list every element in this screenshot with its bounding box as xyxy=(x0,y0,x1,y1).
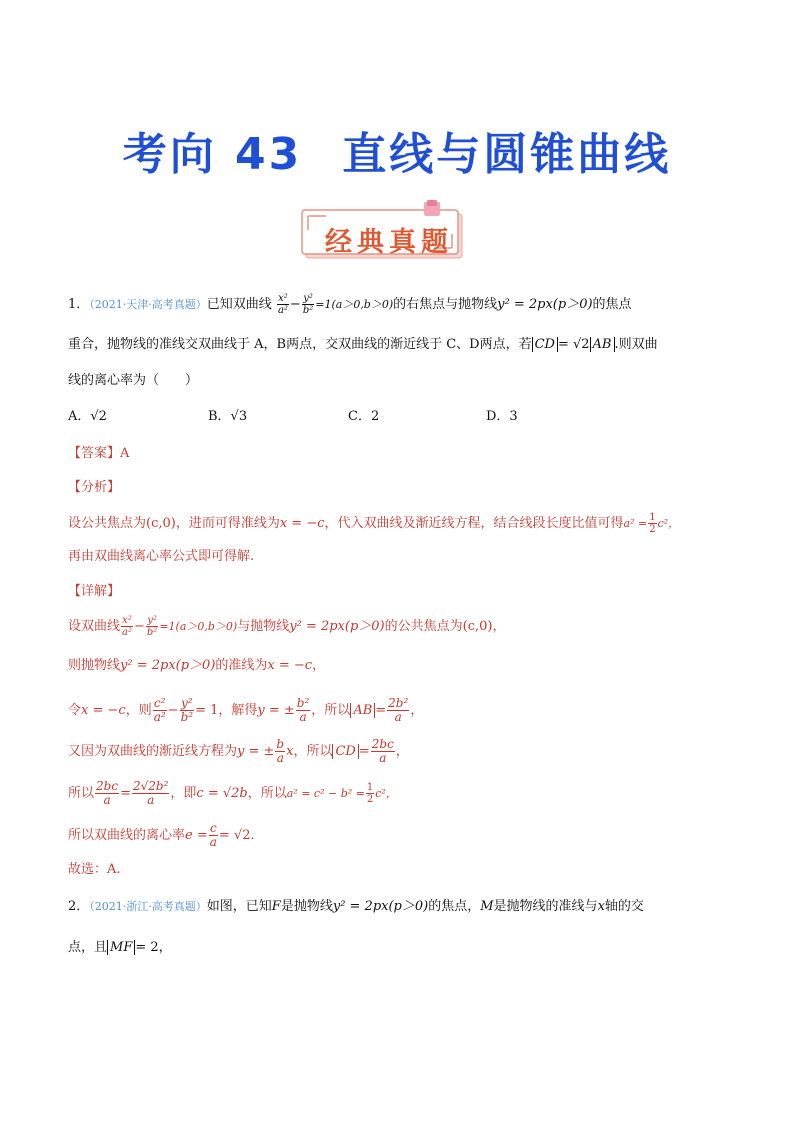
detail-text: 的公共焦点为(c,0)， xyxy=(384,619,506,634)
detail-label: 【详解】 xyxy=(68,584,121,599)
detail-math: e = xyxy=(185,828,208,843)
page-title xyxy=(0,118,794,182)
hyperbola-frac-y: $\frac{\text{y²}}{\text{b²}}$ xyxy=(302,293,314,316)
detail-text: ，所以 xyxy=(293,744,333,759)
badge-label: 经典真题 xyxy=(325,227,453,258)
q1-line-1: 1．（2021·天津·高考真题）已知双曲线 $\frac{\text{x²}}{\text{a²}}$ − $\frac{\text{y²}}{\text{b²}}$ =1(a＞0,b＞0)的右焦点与抛物线y² = 2px(p＞0)的焦点 xyxy=(68,293,632,316)
cd-length: CD xyxy=(532,337,558,352)
q2-math: x xyxy=(597,899,605,914)
q2-number: 2． xyxy=(68,899,90,914)
q2-line-2 xyxy=(68,938,172,958)
detail-math: =1(a＞0,b＞0) xyxy=(159,620,238,633)
answer-value: A xyxy=(120,446,130,461)
detail-text: ，则 xyxy=(125,703,152,718)
q1-line-2 xyxy=(68,335,658,355)
detail-math: y = ± xyxy=(257,703,295,718)
q1-text: .则双曲 xyxy=(614,337,658,352)
option-d: D．3 xyxy=(486,409,518,424)
parabola-eq: y² = 2px(p＞0) xyxy=(497,297,593,312)
hyperbola-condition: =1(a＞0,b＞0) xyxy=(315,298,394,311)
q2-text: 的焦点， xyxy=(428,899,481,914)
detail-math: x = −c xyxy=(81,703,126,718)
detail-math: a² = c² − b² = xyxy=(286,787,365,800)
2bc-a-frac: $\frac{2bc}{a}$ xyxy=(96,779,119,807)
c-a-frac: $\frac{c}{a}$ xyxy=(209,821,217,849)
detail-math: y² = 2px(p＞0) xyxy=(289,619,385,634)
detail-text: 设双曲线 xyxy=(68,619,121,634)
analysis-line-1 xyxy=(68,512,679,535)
detail-math: x xyxy=(286,744,294,759)
q2-text: 是抛物线的准线与 xyxy=(493,899,598,914)
detail-line-4 xyxy=(68,738,409,765)
ab-length: AB xyxy=(350,703,375,718)
analysis-math: c²， xyxy=(657,517,680,530)
analysis-math: x = −c xyxy=(279,516,325,531)
q2-text: 轴的交 xyxy=(604,899,644,914)
detail-line-7 xyxy=(68,860,121,880)
option-b: B．√3 xyxy=(208,409,248,424)
q1-text: 的右焦点与抛物线 xyxy=(393,297,498,312)
detail-math: c = √2b xyxy=(196,786,248,801)
title-topic-number: 考向 43 xyxy=(122,129,303,180)
cd-length: CD xyxy=(332,744,358,759)
detail-text: 又因为双曲线的渐近线方程为 xyxy=(68,744,238,759)
q2-text: 点，且 xyxy=(68,940,108,955)
detail-line-2 xyxy=(68,656,325,676)
detail-text: 所以 xyxy=(68,786,95,801)
detail-text: ，即 xyxy=(170,786,197,801)
detail-math: = xyxy=(375,703,387,718)
b-a-frac: $\frac{b}{a}$ xyxy=(276,737,285,765)
sqrt2: = √2 xyxy=(557,337,590,352)
detail-line-6 xyxy=(68,822,255,849)
q1-text: 线的离心率为（ ） xyxy=(68,373,199,388)
detail-math: y² = 2px(p＞0) xyxy=(120,658,216,673)
q2-line-1 xyxy=(68,897,644,917)
2b2-a-frac: $\frac{\text{2b²}}{a}$ xyxy=(388,696,409,724)
c2-a2-frac: $\frac{\text{c²}}{\text{a²}}$ xyxy=(153,696,166,724)
analysis-line-2 xyxy=(68,547,254,567)
detail-text: 故选：A. xyxy=(68,862,121,877)
q1-text: 已知双曲线 xyxy=(206,297,272,312)
detail-math: = √2. xyxy=(218,828,255,843)
detail-line-1: 设双曲线 $\frac{\text{x²}}{\text{a²}}$ − $\frac{\text{y²}}{\text{b²}}$ =1(a＞0,b＞0)与抛物线y² = 2px(p＞0)的公共焦点为(c,0)， xyxy=(68,615,506,638)
option-a: A．√2 xyxy=(68,409,107,424)
ab-length: AB xyxy=(590,337,615,352)
half-frac: $\frac{1}{2}$ xyxy=(366,782,374,805)
detail-text: ， xyxy=(410,703,424,718)
half-frac: $\frac{1}{2}$ xyxy=(649,512,656,535)
detail-math: = 1 xyxy=(195,703,219,718)
b2-a-frac: $\frac{\text{b²}}{a}$ xyxy=(296,696,310,724)
detail-math: y = ± xyxy=(237,744,275,759)
detail-line-3: 令x = −c，则 $\frac{\text{c²}}{\text{a²}}$ − $\frac{\text{y²}}{\text{b²}}$ = 1，解得y = ± $\frac{\text{b²}}{a}$ ，所以 AB = $\frac{\text{2b²}}{a}$ ， xyxy=(68,696,424,724)
q2-math: y² = 2px(p＞0) xyxy=(332,899,429,914)
q2-math: F xyxy=(271,899,281,914)
analysis-math: a² = xyxy=(623,517,648,530)
detail-text: ，所以 xyxy=(247,786,287,801)
2bc-a-frac: $\frac{2bc}{a}$ xyxy=(371,737,394,765)
q2-text: 是抛物线 xyxy=(280,899,333,914)
q2-source: （2021·浙江·高考真题） xyxy=(89,900,207,913)
q1-text: 重合，抛物线的准线交双曲线于 A，B两点，交双曲线的渐近线于 C、D两点，若 xyxy=(68,337,532,352)
detail-text: ，解得 xyxy=(218,703,258,718)
mf-length: MF xyxy=(107,940,135,955)
hyperbola-frac-x: $\frac{\text{x²}}{\text{a²}}$ xyxy=(277,293,288,316)
analysis-heading xyxy=(68,478,120,498)
detail-math: x = −c xyxy=(267,658,313,673)
section-badge xyxy=(296,200,472,264)
detail-text: 所以双曲线的离心率 xyxy=(68,828,186,843)
analysis-text: 设公共焦点为(c,0)，进而可得准线为 xyxy=(68,516,280,531)
detail-text: ，所以 xyxy=(311,703,351,718)
detail-text: ， xyxy=(312,658,326,673)
detail-line-5 xyxy=(68,780,397,807)
detail-math: = xyxy=(358,744,370,759)
q2-text: 如图，已知 xyxy=(206,899,272,914)
2sqrt2b2-a-frac: $\frac{\text{2√2b²}}{a}$ xyxy=(132,779,169,807)
title-topic-name: 直线与圆锥曲线 xyxy=(342,129,672,180)
analysis-text: ，代入双曲线及渐近线方程，结合线段长度比值可得 xyxy=(324,516,624,531)
y2-b2-frac: $\frac{\text{y²}}{\text{b²}}$ xyxy=(180,696,194,724)
q2-math: = 2， xyxy=(135,940,172,955)
detail-text: ， xyxy=(395,744,409,759)
q1-number: 1． xyxy=(68,297,90,312)
hyperbola-frac-x: $\frac{\text{x²}}{\text{a²}}$ xyxy=(122,615,132,638)
answer-label: 【答案】 xyxy=(68,446,121,461)
detail-heading xyxy=(68,582,120,602)
detail-text: 的准线为 xyxy=(215,658,268,673)
q1-source: （2021·天津·高考真题） xyxy=(89,298,207,311)
q1-line-3 xyxy=(68,371,198,391)
detail-text: 则抛物线 xyxy=(68,658,121,673)
answer-line xyxy=(68,444,129,464)
hyperbola-frac-y: $\frac{\text{y²}}{\text{b²}}$ xyxy=(146,615,158,638)
detail-math: c²， xyxy=(375,787,397,800)
analysis-label: 【分析】 xyxy=(68,480,121,495)
detail-text: 与抛物线 xyxy=(237,619,290,634)
q2-math: M xyxy=(480,899,494,914)
detail-text: 令 xyxy=(68,703,82,718)
option-c: C．2 xyxy=(348,409,380,424)
analysis-text: 再由双曲线离心率公式即可得解. xyxy=(68,549,255,564)
detail-math: = xyxy=(120,786,131,801)
q1-text: 的焦点 xyxy=(592,297,632,312)
